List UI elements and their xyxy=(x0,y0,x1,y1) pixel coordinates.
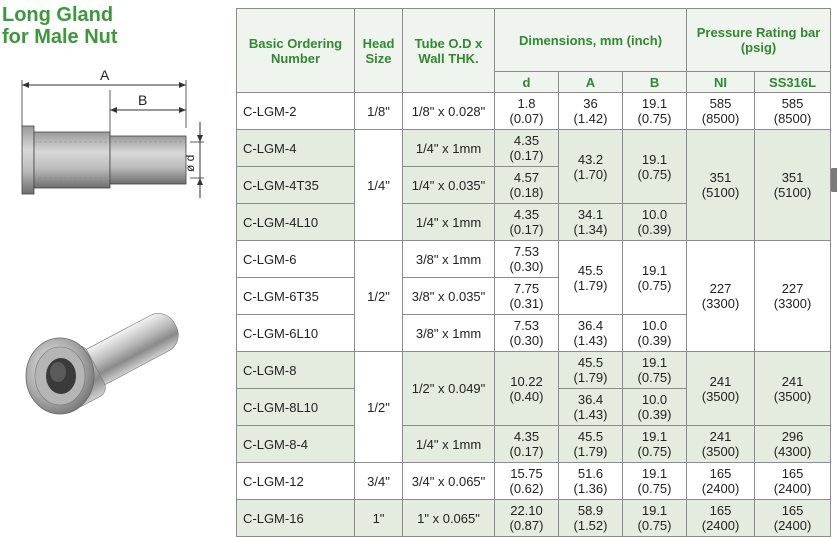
dim-b: 19.1 (0.75) xyxy=(623,352,687,389)
table-row xyxy=(237,241,831,278)
tube-od: 3/8" x 1mm xyxy=(403,315,495,352)
header-dimensions: Dimensions, mm (inch) xyxy=(495,9,687,72)
ordering-number: C-LGM-12 xyxy=(237,463,355,500)
tube-od: 1/4" x 1mm xyxy=(403,204,495,241)
ordering-number: C-LGM-6T35 xyxy=(237,278,355,315)
pressure-ss316l: 585 (8500) xyxy=(755,93,831,130)
dim-a: 36.4 (1.43) xyxy=(559,315,623,352)
head-size: 1/2" xyxy=(355,352,403,463)
dim-d-label: ø d xyxy=(183,154,197,172)
product-photo xyxy=(14,290,204,430)
table-row xyxy=(237,500,831,537)
header-ss316l: SS316L xyxy=(755,72,831,93)
header-d: d xyxy=(495,72,559,93)
dim-a: 58.9 (1.52) xyxy=(559,500,623,537)
head-size: 1/4" xyxy=(355,130,403,241)
spec-table xyxy=(236,8,831,537)
ordering-number: C-LGM-6L10 xyxy=(237,315,355,352)
pressure-ss316l: 296 (4300) xyxy=(755,426,831,463)
dim-a: 43.2 (1.70) xyxy=(559,130,623,204)
pressure-ss316l: 165 (2400) xyxy=(755,500,831,537)
pressure-ni: 585 (8500) xyxy=(687,93,755,130)
tube-od: 3/8" x 0.035" xyxy=(403,278,495,315)
table-row xyxy=(237,426,831,463)
ordering-number: C-LGM-6 xyxy=(237,241,355,278)
title-line-2: for Male Nut xyxy=(2,26,118,48)
ordering-number: C-LGM-16 xyxy=(237,500,355,537)
header-ni: NI xyxy=(687,72,755,93)
table-row xyxy=(237,463,831,500)
header-basic-ordering: Basic Ordering Number xyxy=(237,9,355,93)
header-a: A xyxy=(559,72,623,93)
dim-b: 19.1 (0.75) xyxy=(623,130,687,204)
header-b: B xyxy=(623,72,687,93)
dim-a: 34.1 (1.34) xyxy=(559,204,623,241)
pressure-ss316l: 165 (2400) xyxy=(755,463,831,500)
dim-d: 7.53 (0.30) xyxy=(495,315,559,352)
tube-od: 3/4" x 0.065" xyxy=(403,463,495,500)
technical-drawing xyxy=(0,66,215,216)
head-size: 1" xyxy=(355,500,403,537)
dim-d: 15.75 (0.62) xyxy=(495,463,559,500)
dim-d: 1.8 (0.07) xyxy=(495,93,559,130)
pressure-ni: 227 (3300) xyxy=(687,241,755,352)
tube-od: 3/8" x 1mm xyxy=(403,241,495,278)
head-size: 1/8" xyxy=(355,93,403,130)
title-line-1: Long Gland xyxy=(2,4,114,26)
dim-d: 7.75 (0.31) xyxy=(495,278,559,315)
dim-b: 19.1 (0.75) xyxy=(623,426,687,463)
header-tube-od: Tube O.D x Wall THK. xyxy=(403,9,495,93)
tube-od: 1/8" x 0.028" xyxy=(403,93,495,130)
dim-b: 19.1 (0.75) xyxy=(623,93,687,130)
ordering-number: C-LGM-4 xyxy=(237,130,355,167)
dim-a: 45.5 (1.79) xyxy=(559,352,623,389)
dim-a: 36 (1.42) xyxy=(559,93,623,130)
tube-od: 1/4" x 0.035" xyxy=(403,167,495,204)
dim-b: 10.0 (0.39) xyxy=(623,315,687,352)
dim-a: 45.5 (1.79) xyxy=(559,426,623,463)
head-size: 3/4" xyxy=(355,463,403,500)
dim-b-label: B xyxy=(138,92,148,108)
dim-b: 10.0 (0.39) xyxy=(623,204,687,241)
ordering-number: C-LGM-8 xyxy=(237,352,355,389)
dim-b: 10.0 (0.39) xyxy=(623,389,687,426)
pressure-ss316l: 227 (3300) xyxy=(755,241,831,352)
dim-d: 4.35 (0.17) xyxy=(495,130,559,167)
table-row xyxy=(237,130,831,167)
product-title xyxy=(2,4,118,48)
ordering-number: C-LGM-4L10 xyxy=(237,204,355,241)
dim-a: 45.5 (1.79) xyxy=(559,241,623,315)
ordering-number: C-LGM-4T35 xyxy=(237,167,355,204)
dim-d: 7.53 (0.30) xyxy=(495,241,559,278)
dim-b: 19.1 (0.75) xyxy=(623,463,687,500)
dim-b: 19.1 (0.75) xyxy=(623,241,687,315)
ordering-number: C-LGM-8-4 xyxy=(237,426,355,463)
ordering-number: C-LGM-8L10 xyxy=(237,389,355,426)
table-row xyxy=(237,93,831,130)
dim-a-label: A xyxy=(100,67,110,83)
ordering-number: C-LGM-2 xyxy=(237,93,355,130)
tube-od: 1/4" x 1mm xyxy=(403,426,495,463)
dim-b: 19.1 (0.75) xyxy=(623,500,687,537)
pressure-ss316l: 241 (3500) xyxy=(755,352,831,426)
pressure-ni: 165 (2400) xyxy=(687,463,755,500)
tube-od: 1" x 0.065" xyxy=(403,500,495,537)
header-pressure-rating: Pressure Rating bar (psig) xyxy=(687,9,831,72)
dim-d: 22.10 (0.87) xyxy=(495,500,559,537)
tube-od: 1/4" x 1mm xyxy=(403,130,495,167)
dim-d: 10.22 (0.40) xyxy=(495,352,559,426)
tube-od: 1/2" x 0.049" xyxy=(403,352,495,426)
dim-a: 36.4 (1.43) xyxy=(559,389,623,426)
dim-d: 4.35 (0.17) xyxy=(495,204,559,241)
pressure-ni: 241 (3500) xyxy=(687,352,755,426)
pressure-ss316l: 351 (5100) xyxy=(755,130,831,241)
pressure-ni: 351 (5100) xyxy=(687,130,755,241)
head-size: 1/2" xyxy=(355,241,403,352)
table-row xyxy=(237,352,831,389)
pressure-ni: 165 (2400) xyxy=(687,500,755,537)
dim-a: 51.6 (1.36) xyxy=(559,463,623,500)
pressure-ni: 241 (3500) xyxy=(687,426,755,463)
header-head-size: Head Size xyxy=(355,9,403,93)
dim-d: 4.35 (0.17) xyxy=(495,426,559,463)
dim-d: 4.57 (0.18) xyxy=(495,167,559,204)
